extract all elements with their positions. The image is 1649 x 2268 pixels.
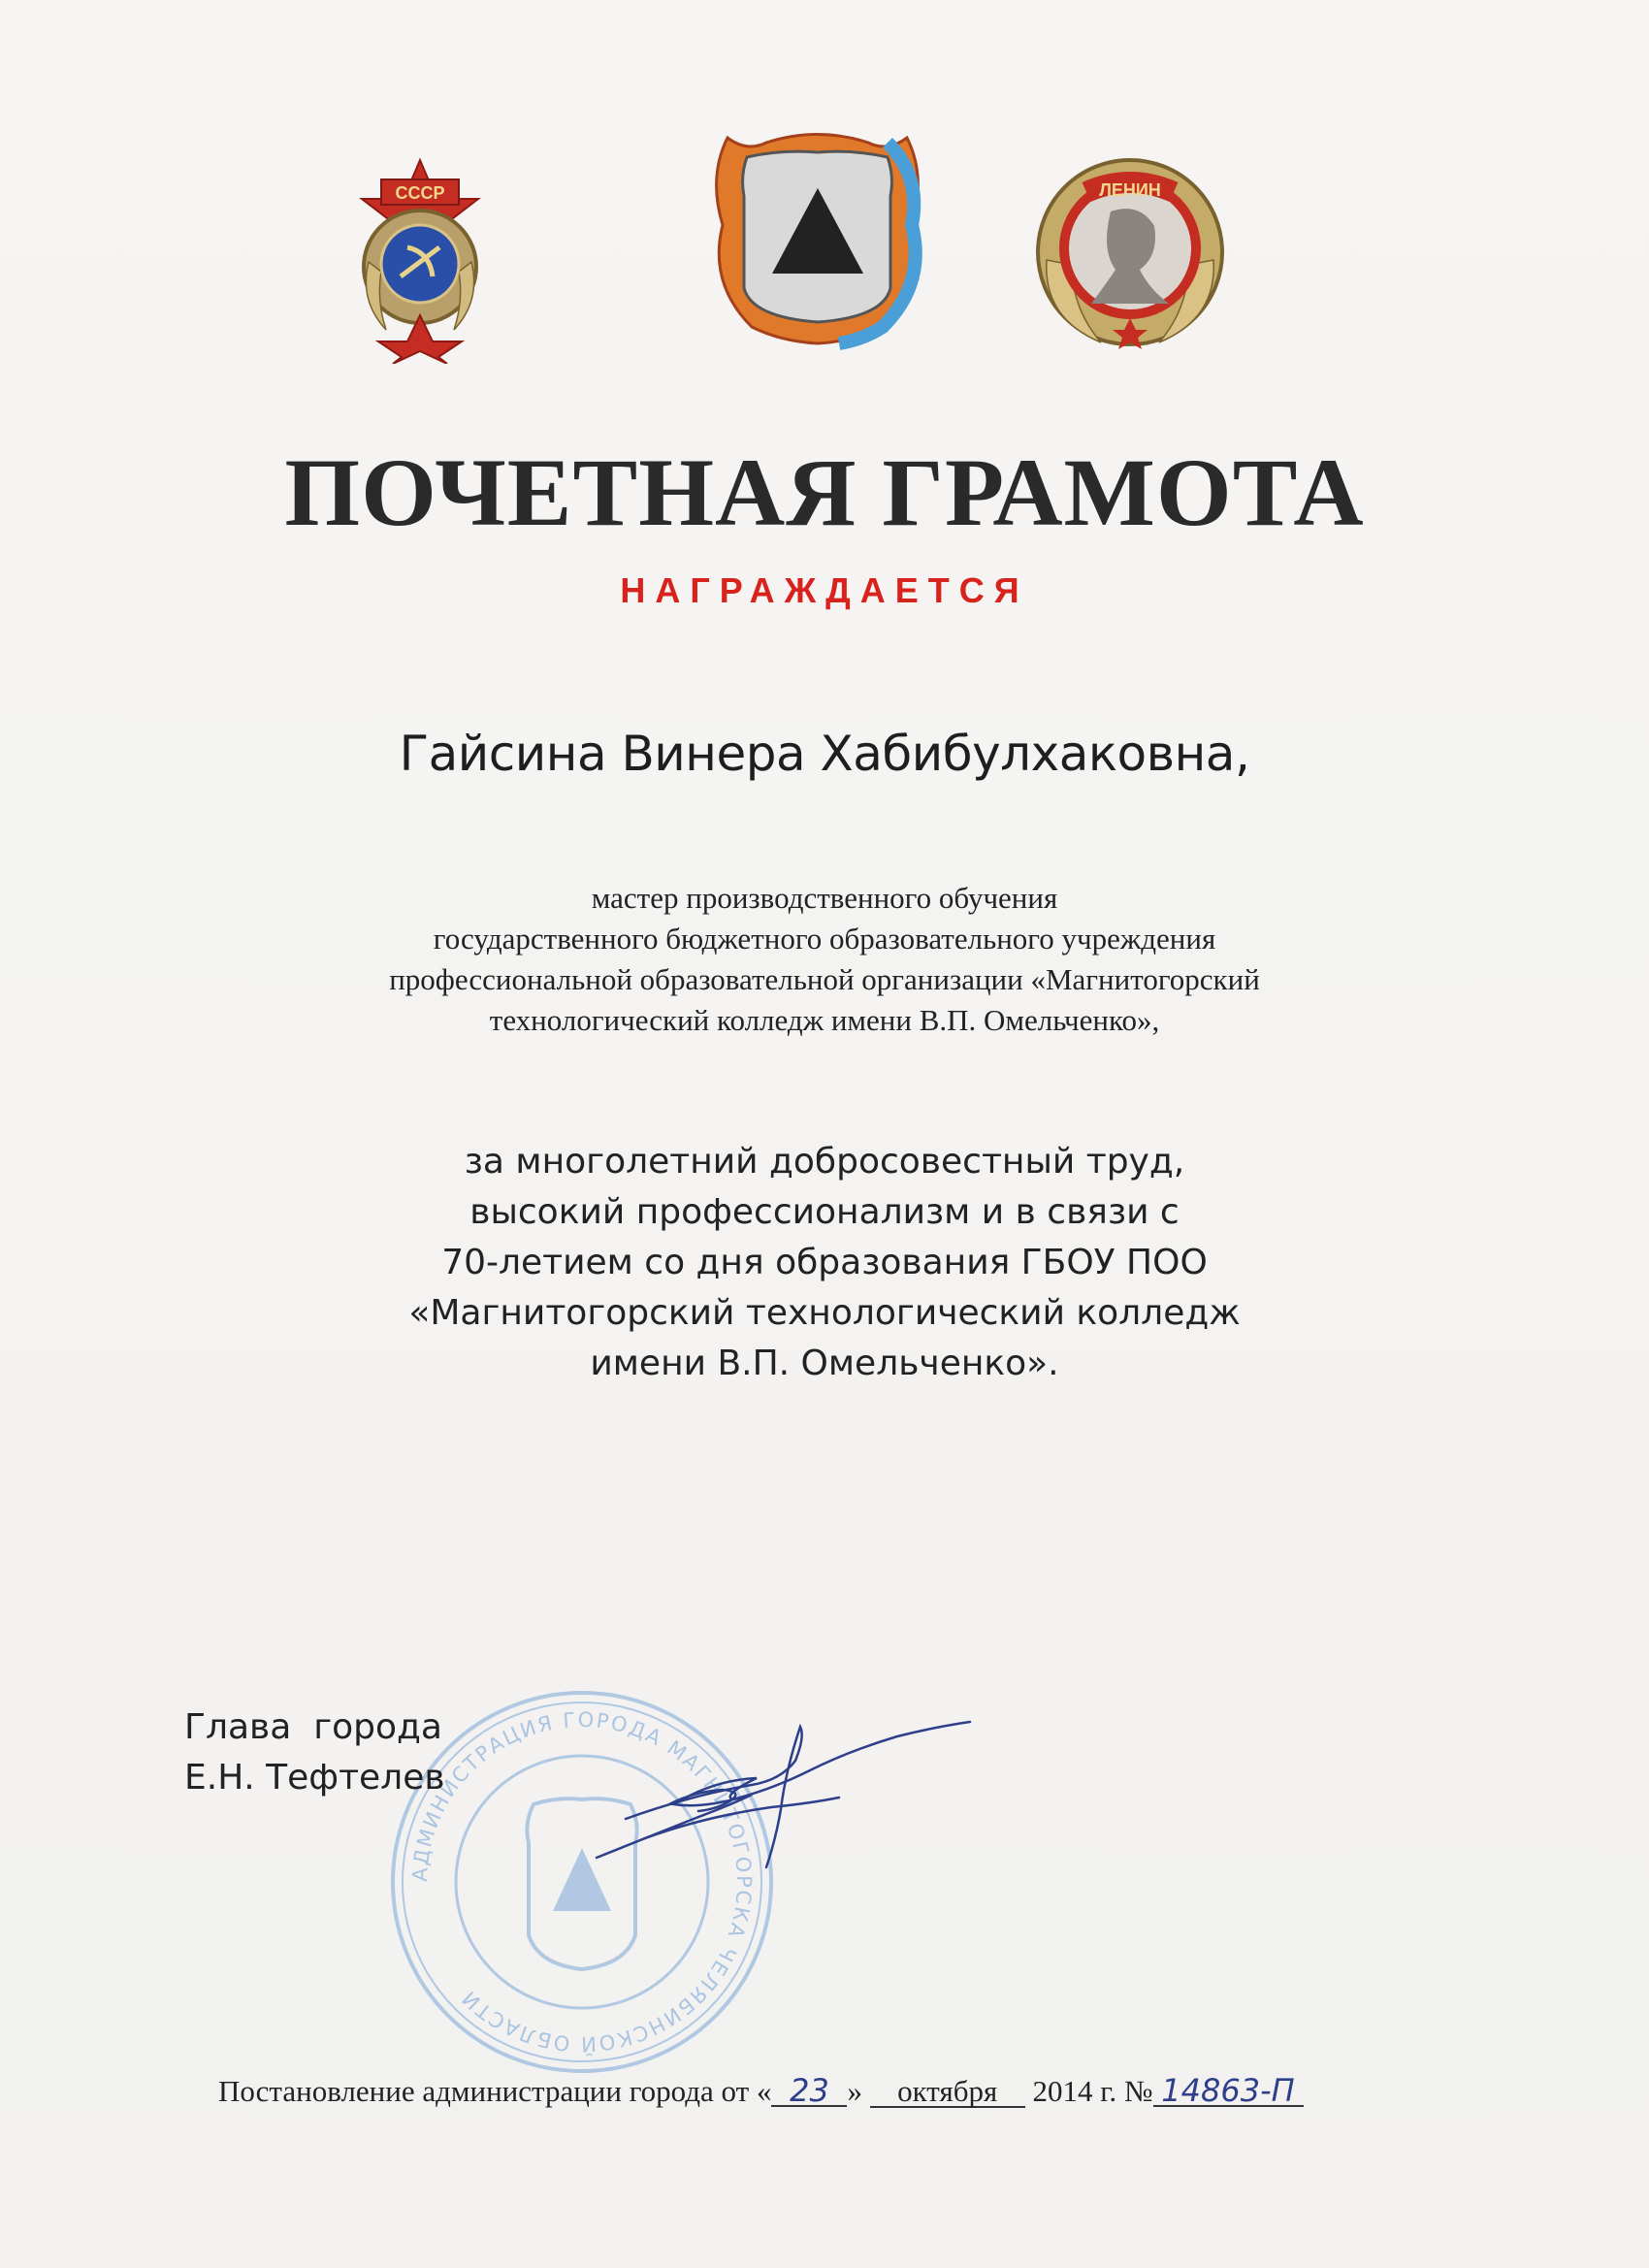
order-right-text: ЛЕНИН [1099, 180, 1161, 200]
awarded-label: НАГРАЖДАЕТСЯ [620, 570, 1029, 610]
resolution-month: октября [870, 2077, 1025, 2108]
signatory-title: Глава города [184, 1707, 442, 1747]
resolution-day: 23 [771, 2076, 847, 2107]
signatory-block [184, 1702, 445, 1803]
footer-quote-close: » [847, 2074, 862, 2108]
city-coat-of-arms-icon [694, 118, 941, 351]
signatory-name: Е.Н. Тефтелев [184, 1758, 445, 1798]
certificate-title: ПОЧЕТНАЯ ГРАМОТА [284, 438, 1365, 546]
resolution-number: 14863-П [1153, 2076, 1304, 2107]
position-line: государственного бюджетного образовательного учреждения [433, 922, 1216, 956]
reason-line: имени В.П. Омельченко». [590, 1344, 1059, 1383]
resolution-footer [218, 2074, 1304, 2109]
position-line: технологический колледж имени В.П. Омельченко», [489, 1003, 1160, 1037]
position-line: профессиональной образовательной организации «Магнитогорский [389, 962, 1260, 996]
stamp-ring-text: АДМИНИСТРАЦИЯ ГОРОДА МАГНИТОГОРСКА ЧЕЛЯБИНСКОЙ ОБЛАСТИ [407, 1707, 757, 2057]
order-left-text: СССР [395, 183, 445, 203]
reason-line: за многолетний добросовестный труд, [464, 1142, 1185, 1182]
resolution-year: 2014 г. [1032, 2074, 1117, 2108]
number-prefix: № [1123, 2074, 1153, 2108]
reason-line: высокий профессионализм и в связи с [469, 1192, 1180, 1232]
handwritten-signature [587, 1702, 985, 1906]
award-reason [0, 1137, 1649, 1389]
recipient-position [0, 878, 1649, 1041]
footer-prefix: Постановление администрации города от « [218, 2074, 772, 2108]
order-red-banner-icon [347, 155, 493, 364]
recipient-name: Гайсина Винера Хабибулхаковна, [399, 726, 1250, 782]
order-of-lenin-icon [1033, 153, 1227, 352]
reason-line: 70-летием со дня образования ГБОУ ПОО [441, 1243, 1208, 1282]
position-line: мастер производственного обучения [591, 881, 1058, 915]
reason-line: «Магнитогорский технологический колледж [408, 1293, 1241, 1333]
